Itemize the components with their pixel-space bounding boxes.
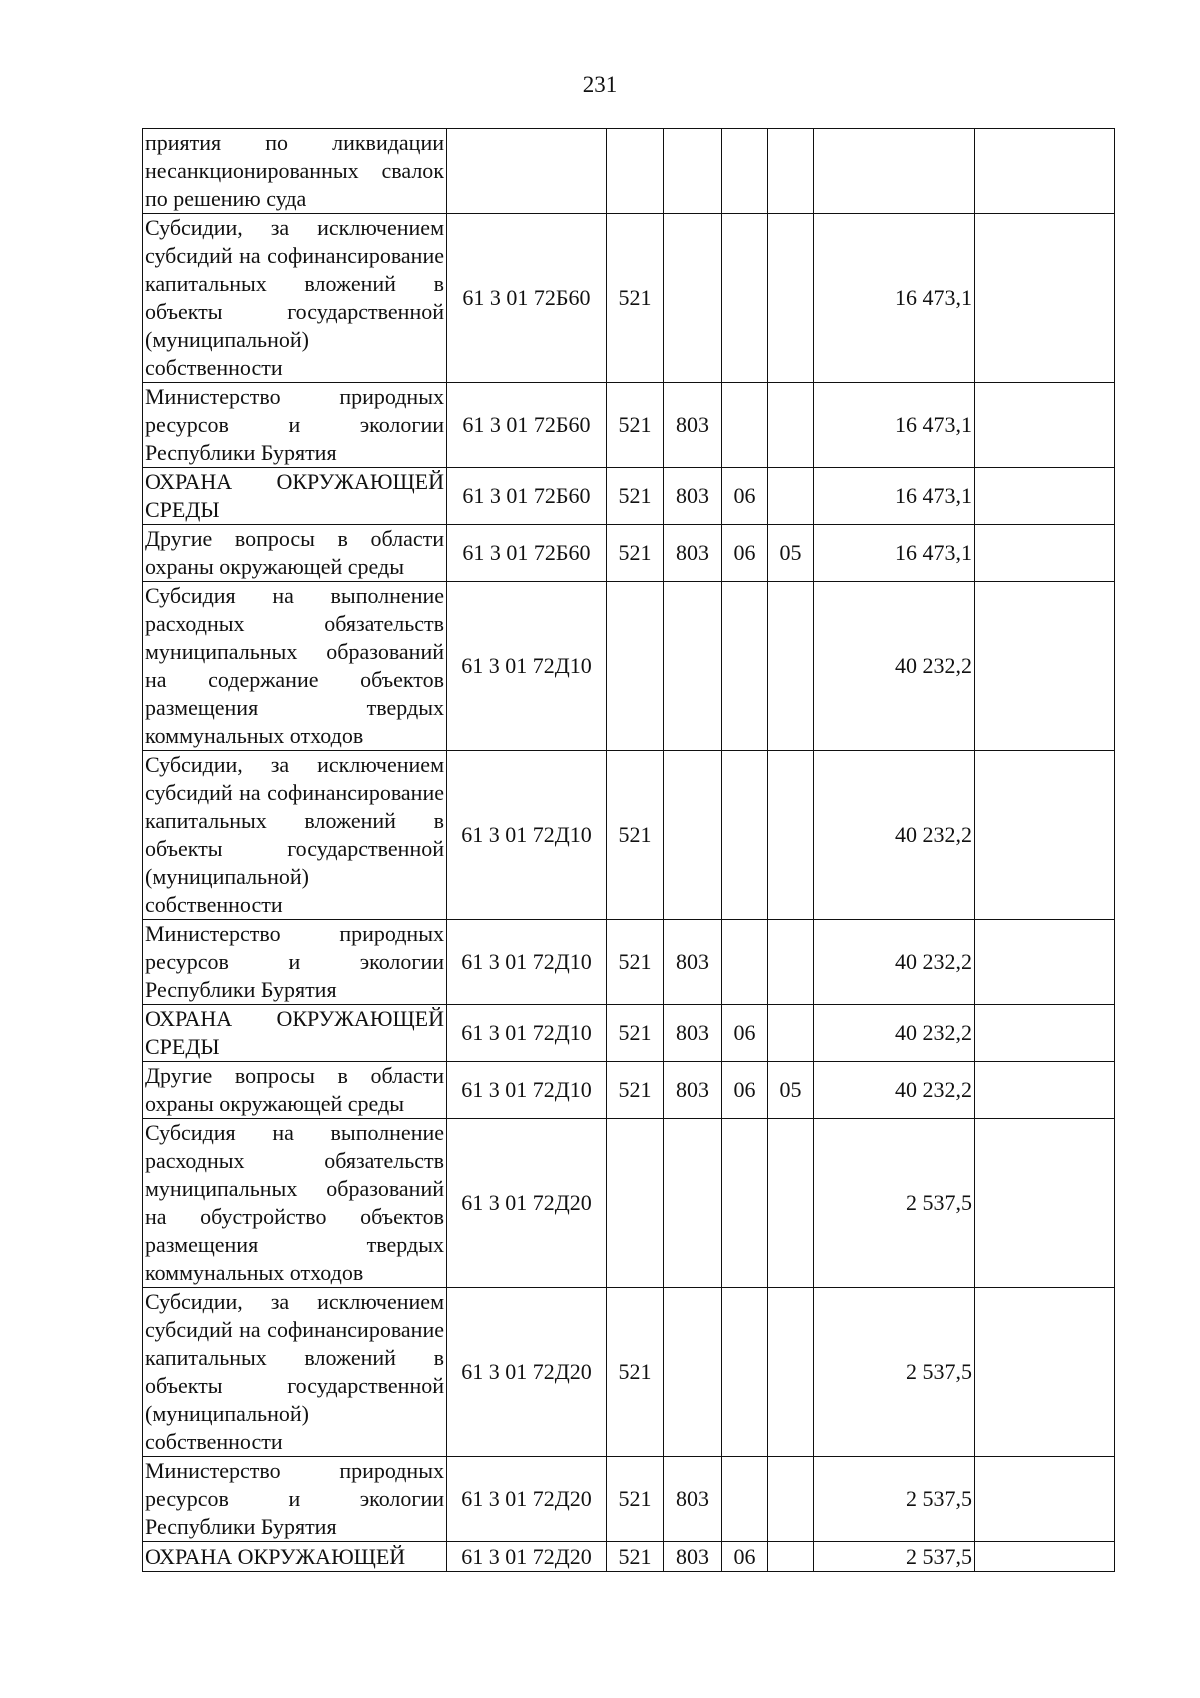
amount-cell: 40 232,2 bbox=[814, 582, 975, 751]
subsection-cell bbox=[768, 383, 814, 468]
extra-cell bbox=[975, 525, 1115, 582]
ministry-code-cell bbox=[664, 1119, 722, 1288]
amount-cell: 16 473,1 bbox=[814, 214, 975, 383]
row-name-cell: Субсидии, за исключением субсидий на софинансирование капитальных вложений в объекты государственной (муниципальной) собственности bbox=[143, 1288, 447, 1457]
target-code-cell: 61 3 01 72Д10 bbox=[447, 582, 607, 751]
row-name-cell: Субсидия на выполнение расходных обязательств муниципальных образований на содержание объектов размещения твердых коммунальных отходов bbox=[143, 582, 447, 751]
expense-type-cell: 521 bbox=[607, 214, 664, 383]
amount-cell bbox=[814, 129, 975, 214]
target-code-cell bbox=[447, 129, 607, 214]
subsection-cell: 05 bbox=[768, 1062, 814, 1119]
table-row bbox=[143, 468, 1115, 525]
expense-type-cell: 521 bbox=[607, 1542, 664, 1572]
amount-cell: 2 537,5 bbox=[814, 1542, 975, 1572]
section-cell bbox=[722, 751, 768, 920]
amount-cell: 2 537,5 bbox=[814, 1119, 975, 1288]
subsection-cell bbox=[768, 1119, 814, 1288]
extra-cell bbox=[975, 1542, 1115, 1572]
section-cell bbox=[722, 383, 768, 468]
amount-cell: 2 537,5 bbox=[814, 1457, 975, 1542]
extra-cell bbox=[975, 383, 1115, 468]
expense-type-cell: 521 bbox=[607, 920, 664, 1005]
target-code-cell: 61 3 01 72Д20 bbox=[447, 1542, 607, 1572]
extra-cell bbox=[975, 1457, 1115, 1542]
ministry-code-cell: 803 bbox=[664, 525, 722, 582]
section-cell: 06 bbox=[722, 1542, 768, 1572]
ministry-code-cell bbox=[664, 214, 722, 383]
amount-cell: 2 537,5 bbox=[814, 1288, 975, 1457]
row-name-cell: Другие вопросы в области охраны окружающей среды bbox=[143, 1062, 447, 1119]
expense-type-cell: 521 bbox=[607, 525, 664, 582]
ministry-code-cell bbox=[664, 1288, 722, 1457]
expense-type-cell bbox=[607, 582, 664, 751]
table-row bbox=[143, 751, 1115, 920]
table-row bbox=[143, 1119, 1115, 1288]
extra-cell bbox=[975, 920, 1115, 1005]
target-code-cell: 61 3 01 72Д10 bbox=[447, 1062, 607, 1119]
target-code-cell: 61 3 01 72Д20 bbox=[447, 1457, 607, 1542]
expense-type-cell: 521 bbox=[607, 1457, 664, 1542]
extra-cell bbox=[975, 129, 1115, 214]
amount-cell: 40 232,2 bbox=[814, 1005, 975, 1062]
target-code-cell: 61 3 01 72Б60 bbox=[447, 468, 607, 525]
amount-cell: 16 473,1 bbox=[814, 383, 975, 468]
table-row bbox=[143, 1542, 1115, 1572]
table-row bbox=[143, 383, 1115, 468]
table-row bbox=[143, 920, 1115, 1005]
amount-cell: 40 232,2 bbox=[814, 920, 975, 1005]
section-cell bbox=[722, 129, 768, 214]
section-cell: 06 bbox=[722, 525, 768, 582]
subsection-cell bbox=[768, 1542, 814, 1572]
expense-type-cell bbox=[607, 1119, 664, 1288]
target-code-cell: 61 3 01 72Б60 bbox=[447, 525, 607, 582]
expense-type-cell: 521 bbox=[607, 383, 664, 468]
subsection-cell bbox=[768, 751, 814, 920]
table-row bbox=[143, 525, 1115, 582]
table-body bbox=[143, 129, 1115, 1572]
subsection-cell bbox=[768, 1457, 814, 1542]
ministry-code-cell: 803 bbox=[664, 920, 722, 1005]
row-name-cell: Другие вопросы в области охраны окружающей среды bbox=[143, 525, 447, 582]
table-row bbox=[143, 1005, 1115, 1062]
subsection-cell bbox=[768, 920, 814, 1005]
amount-cell: 16 473,1 bbox=[814, 525, 975, 582]
section-cell bbox=[722, 920, 768, 1005]
row-name-cell: Субсидии, за исключением субсидий на софинансирование капитальных вложений в объекты государственной (муниципальной) собственности bbox=[143, 751, 447, 920]
section-cell bbox=[722, 214, 768, 383]
extra-cell bbox=[975, 751, 1115, 920]
ministry-code-cell bbox=[664, 582, 722, 751]
row-name-cell: Министерство природных ресурсов и экологии Республики Бурятия bbox=[143, 1457, 447, 1542]
ministry-code-cell: 803 bbox=[664, 1005, 722, 1062]
page-number: 231 bbox=[582, 72, 618, 97]
row-name-cell: Министерство природных ресурсов и экологии Республики Бурятия bbox=[143, 383, 447, 468]
target-code-cell: 61 3 01 72Д20 bbox=[447, 1119, 607, 1288]
table-row bbox=[143, 129, 1115, 214]
subsection-cell bbox=[768, 214, 814, 383]
subsection-cell bbox=[768, 468, 814, 525]
ministry-code-cell: 803 bbox=[664, 468, 722, 525]
expense-type-cell: 521 bbox=[607, 468, 664, 525]
ministry-code-cell: 803 bbox=[664, 1062, 722, 1119]
expense-type-cell bbox=[607, 129, 664, 214]
target-code-cell: 61 3 01 72Д20 bbox=[447, 1288, 607, 1457]
extra-cell bbox=[975, 214, 1115, 383]
row-name-cell: Субсидия на выполнение расходных обязательств муниципальных образований на обустройство объектов размещения твердых коммунальных отходов bbox=[143, 1119, 447, 1288]
table-row bbox=[143, 214, 1115, 383]
ministry-code-cell bbox=[664, 129, 722, 214]
subsection-cell bbox=[768, 1288, 814, 1457]
ministry-code-cell: 803 bbox=[664, 1542, 722, 1572]
table-row bbox=[143, 582, 1115, 751]
extra-cell bbox=[975, 1288, 1115, 1457]
amount-cell: 16 473,1 bbox=[814, 468, 975, 525]
table-row bbox=[143, 1457, 1115, 1542]
table-row bbox=[143, 1062, 1115, 1119]
target-code-cell: 61 3 01 72Д10 bbox=[447, 1005, 607, 1062]
extra-cell bbox=[975, 582, 1115, 751]
subsection-cell: 05 bbox=[768, 525, 814, 582]
section-cell: 06 bbox=[722, 468, 768, 525]
extra-cell bbox=[975, 1062, 1115, 1119]
expense-type-cell: 521 bbox=[607, 751, 664, 920]
ministry-code-cell bbox=[664, 751, 722, 920]
ministry-code-cell: 803 bbox=[664, 1457, 722, 1542]
section-cell bbox=[722, 1288, 768, 1457]
budget-table bbox=[142, 128, 1115, 1572]
subsection-cell bbox=[768, 129, 814, 214]
row-name-cell: ОХРАНА ОКРУЖАЮЩЕЙ СРЕДЫ bbox=[143, 1005, 447, 1062]
extra-cell bbox=[975, 1005, 1115, 1062]
expense-type-cell: 521 bbox=[607, 1005, 664, 1062]
target-code-cell: 61 3 01 72Б60 bbox=[447, 383, 607, 468]
section-cell: 06 bbox=[722, 1005, 768, 1062]
expense-type-cell: 521 bbox=[607, 1288, 664, 1457]
target-code-cell: 61 3 01 72Д10 bbox=[447, 920, 607, 1005]
section-cell bbox=[722, 582, 768, 751]
row-name-cell: ОХРАНА ОКРУЖАЮЩЕЙ СРЕДЫ bbox=[143, 468, 447, 525]
row-name-cell: Субсидии, за исключением субсидий на софинансирование капитальных вложений в объекты государственной (муниципальной) собственности bbox=[143, 214, 447, 383]
target-code-cell: 61 3 01 72Б60 bbox=[447, 214, 607, 383]
table-row bbox=[143, 1288, 1115, 1457]
expense-type-cell: 521 bbox=[607, 1062, 664, 1119]
section-cell bbox=[722, 1457, 768, 1542]
extra-cell bbox=[975, 1119, 1115, 1288]
section-cell bbox=[722, 1119, 768, 1288]
amount-cell: 40 232,2 bbox=[814, 1062, 975, 1119]
section-cell: 06 bbox=[722, 1062, 768, 1119]
amount-cell: 40 232,2 bbox=[814, 751, 975, 920]
subsection-cell bbox=[768, 1005, 814, 1062]
row-name-cell: Министерство природных ресурсов и экологии Республики Бурятия bbox=[143, 920, 447, 1005]
extra-cell bbox=[975, 468, 1115, 525]
row-name-cell: ОХРАНА ОКРУЖАЮЩЕЙ bbox=[143, 1542, 447, 1572]
target-code-cell: 61 3 01 72Д10 bbox=[447, 751, 607, 920]
ministry-code-cell: 803 bbox=[664, 383, 722, 468]
subsection-cell bbox=[768, 582, 814, 751]
row-name-cell: приятия по ликвидации несанкционированных свалок по решению суда bbox=[143, 129, 447, 214]
